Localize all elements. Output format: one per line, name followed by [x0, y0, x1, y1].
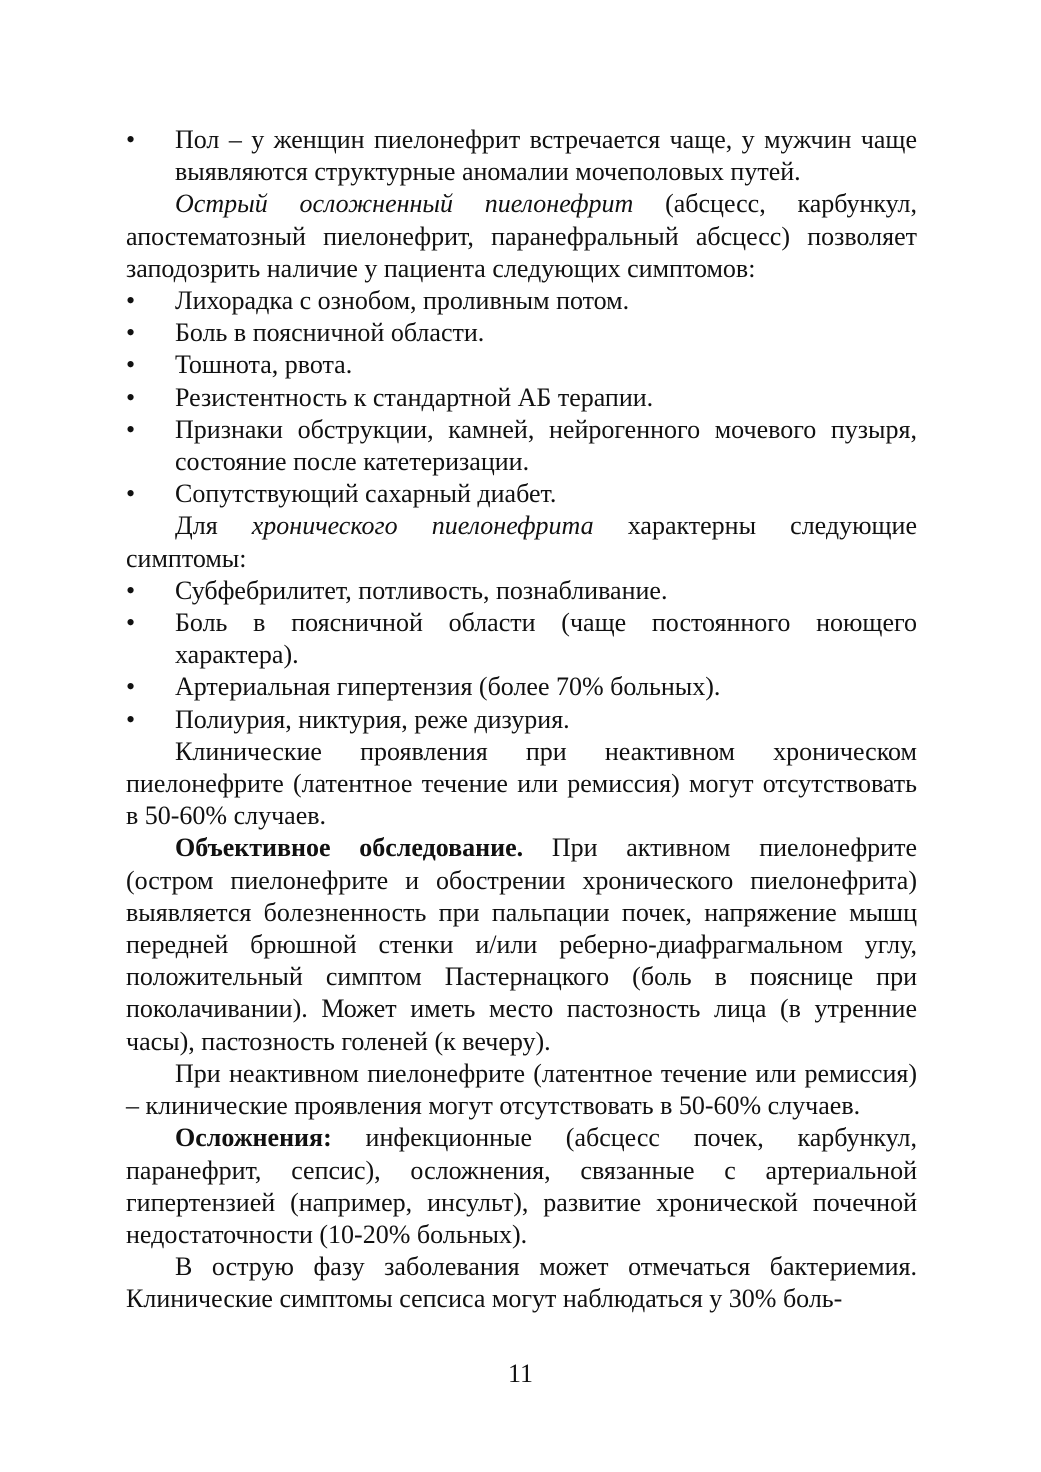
bold-heading: Объективное обследование. [175, 833, 524, 863]
list-item-text: Субфебрилитет, потливость, познабливание. [175, 575, 668, 605]
list-item-text: Лихорадка с ознобом, проливным потом. [175, 286, 630, 316]
list-item-text: Боль в поясничной области. [175, 318, 485, 348]
bullet-icon: • [126, 479, 136, 509]
list-item [126, 575, 917, 607]
list-item [126, 671, 917, 703]
list-item-text: Признаки обструкции, камней, нейрогенного мочевого пузыря, состояние после катетеризации. [175, 414, 917, 477]
bullet-icon: • [126, 672, 136, 702]
bullet-icon: • [126, 704, 136, 734]
list-item [126, 349, 917, 381]
bold-heading: Осложнения: [175, 1123, 332, 1153]
bullet-icon: • [126, 318, 136, 348]
list-item-text: Сопутствующий сахарный диабет. [175, 479, 557, 509]
paragraph-text: При активном пиелонефрите (остром пиелонефрите и обострении хронического пиелонефрита) выявляется болезненность при пальпации почек, напряжение мышц передней брюшной стенки и/или реберно-диафрагмальном углу, положительный симптом Пастернацкого (боль в пояснице при поколачивании). Может иметь место пастозность лица (в утренние часы), пастозность голеней (к вечеру). [126, 833, 917, 1056]
paragraph-inactive: При неактивном пиелонефрите (латентное течение или ремиссия) – клинические проявления могут отсутствовать в 50-60% случаев. [126, 1058, 917, 1121]
list-item-text: Боль в поясничной области (чаще постоянного ноющего характера). [175, 608, 917, 670]
list-item [126, 382, 917, 414]
bullet-icon: • [126, 608, 136, 638]
paragraph-text: характерны следующие симптомы: [126, 511, 917, 573]
bullet-icon: • [126, 575, 136, 605]
bullet-icon: • [126, 286, 136, 316]
list-item [126, 317, 917, 349]
paragraph-text: инфекционные (абсцесс почек, карбункул, паранефрит, сепсис), осложнения, связанные с артериальной гипертензией (например, инсульт), развитие хронической почечной недостаточности (10-20% больных). [126, 1123, 917, 1249]
paragraph-examination [126, 832, 917, 1057]
list-item-text: Тошнота, рвота. [175, 350, 353, 380]
list-item-text: Пол – у женщин пиелонефрит встречается чаще, у мужчин чаще выявляются структурные аномалии мочеполовых путей. [175, 125, 917, 187]
list-item-text: Полиурия, никтурия, реже дизурия. [175, 704, 570, 734]
italic-term: Острый осложненный пиелонефрит [175, 189, 634, 219]
list-item [126, 285, 917, 317]
italic-term: хронического пиелонефрита [251, 511, 594, 541]
paragraph-text: (абсцесс, карбункул, апостематозный пиелонефрит, паранефральный абсцесс) позволяет заподозрить наличие у пациента следующих симптомов: [126, 189, 917, 283]
bullet-icon: • [126, 125, 136, 154]
paragraph-text: Для [175, 511, 252, 541]
list-item [126, 478, 917, 510]
bullet-icon: • [126, 414, 136, 444]
list-item [126, 607, 917, 671]
bullet-icon: • [126, 350, 136, 380]
paragraph-acute-complicated [126, 188, 917, 285]
page-body [126, 124, 917, 1316]
paragraph-acute-phase: В острую фазу заболевания может отмечаться бактериемия. Клинические симптомы сепсиса могут наблюдаться у 30% боль- [126, 1252, 917, 1314]
list-item [126, 704, 917, 736]
paragraph-complications [126, 1122, 917, 1251]
page-number: 11 [507, 1359, 534, 1388]
list-item [126, 414, 917, 478]
paragraph-chronic [126, 510, 917, 574]
paragraph-inactive-chronic: Клинические проявления при неактивном хроническом пиелонефрите (латентное течение или ремиссия) могут отсутствовать в 50-60% случаев. [126, 736, 917, 831]
list-item [126, 124, 917, 188]
bullet-icon: • [126, 382, 136, 412]
list-item-text: Резистентность к стандартной АБ терапии. [175, 382, 654, 412]
list-item-text: Артериальная гипертензия (более 70% больных). [175, 672, 721, 702]
